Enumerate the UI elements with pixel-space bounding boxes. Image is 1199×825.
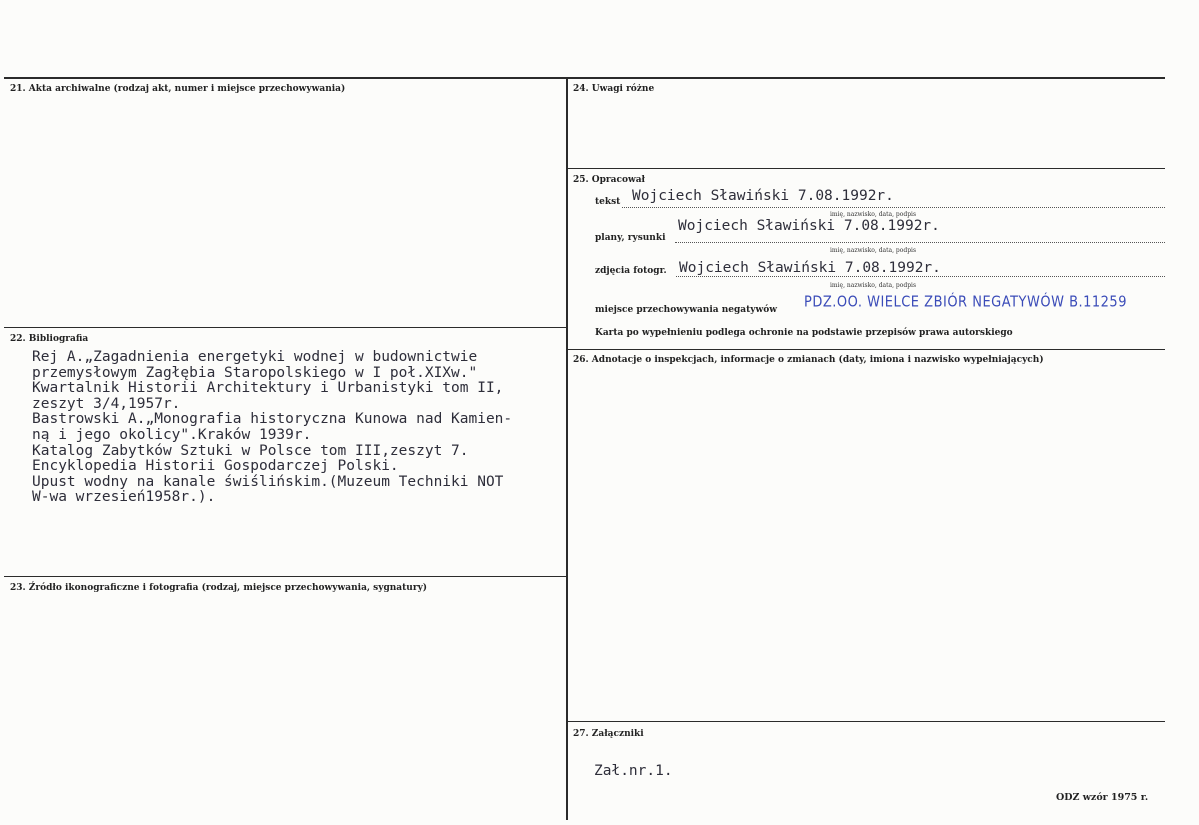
form-template-mark: ODZ wzór 1975 r. <box>1056 792 1149 803</box>
tekst-line <box>622 207 1165 208</box>
bibliography-line: zeszyt 3/4,1957r. <box>32 395 181 412</box>
field-21-label: 21. Akta archiwalne (rodzaj akt, numer i miejsce przechowywania) <box>10 84 346 94</box>
bibliography-line: Upust wodny na kanale świślińskim.(Muzeum Techniki NOT <box>32 473 504 490</box>
bibliography-line: Katalog Zabytków Sztuki w Polsce tom III,zeszyt 7. <box>32 442 469 459</box>
field-22-label: 22. Bibliografia <box>10 334 89 344</box>
bibliography-line: ną i jego okolicy".Kraków 1939r. <box>32 426 312 443</box>
field-25-label: 25. Opracował <box>573 175 646 185</box>
field-23-label: 23. Źródło ikonograficzne i fotografia (rodzaj, miejsce przechowywania, sygnatury) <box>10 583 428 593</box>
tekst-value: Wojciech Sławiński 7.08.1992r. <box>632 188 894 204</box>
field-26-label: 26. Adnotacje o inspekcjach, informacje o zmianach (daty, imiona i nazwisko wypełniających) <box>573 355 1044 365</box>
left-rule-22 <box>4 327 567 328</box>
copyright-note: Karta po wypełnieniu podlega ochronie na podstawie przepisów prawa autorskiego <box>595 328 1013 338</box>
bibliography-list <box>32 350 512 506</box>
tekst-label: tekst <box>595 197 621 207</box>
left-rule-23 <box>4 576 567 577</box>
attachments-value: Zał.nr.1. <box>594 763 673 779</box>
zdjecia-value: Wojciech Sławiński 7.08.1992r. <box>679 260 941 276</box>
negatywy-handwritten-value: PDZ.OO. WIELCE ZBIÓR NEGATYWÓW B.11259 <box>804 293 1127 311</box>
zdjecia-caption: imię, nazwisko, data, podpis <box>830 282 917 289</box>
zdjecia-label: zdjęcia fotogr. <box>595 266 667 276</box>
field-24-label: 24. Uwagi różne <box>573 84 655 94</box>
bibliography-line: W-wa wrzesień1958r.). <box>32 489 216 506</box>
plany-caption: imię, nazwisko, data, podpis <box>830 247 917 254</box>
right-rule-25 <box>566 168 1165 169</box>
zdjecia-line <box>676 276 1165 277</box>
bibliography-line: Kwartalnik Historii Architektury i Urbanistyki tom II, <box>32 380 504 397</box>
negatywy-label: miejsce przechowywania negatywów <box>595 305 777 315</box>
bibliography-line: Rej A.„Zagadnienia energetyki wodnej w budownictwie <box>32 349 478 365</box>
plany-value: Wojciech Sławiński 7.08.1992r. <box>678 218 940 234</box>
tekst-caption: imię, nazwisko, data, podpis <box>830 211 917 218</box>
bibliography-line: Bastrowski A.„Monografia historyczna Kunowa nad Kamien- <box>32 411 513 428</box>
field-27-label: 27. Załączniki <box>573 729 644 739</box>
top-rule <box>4 77 1165 79</box>
plany-line <box>675 242 1165 243</box>
bibliography-line: Encyklopedia Historii Gospodarczej Polski. <box>32 458 399 475</box>
plany-label: plany, rysunki <box>595 233 666 243</box>
right-rule-27 <box>566 721 1165 722</box>
bibliography-line: przemysłowym Zagłębia Staropolskiego w I poł.XIXw." <box>32 364 478 381</box>
right-rule-26 <box>566 349 1165 350</box>
center-divider <box>566 77 568 820</box>
